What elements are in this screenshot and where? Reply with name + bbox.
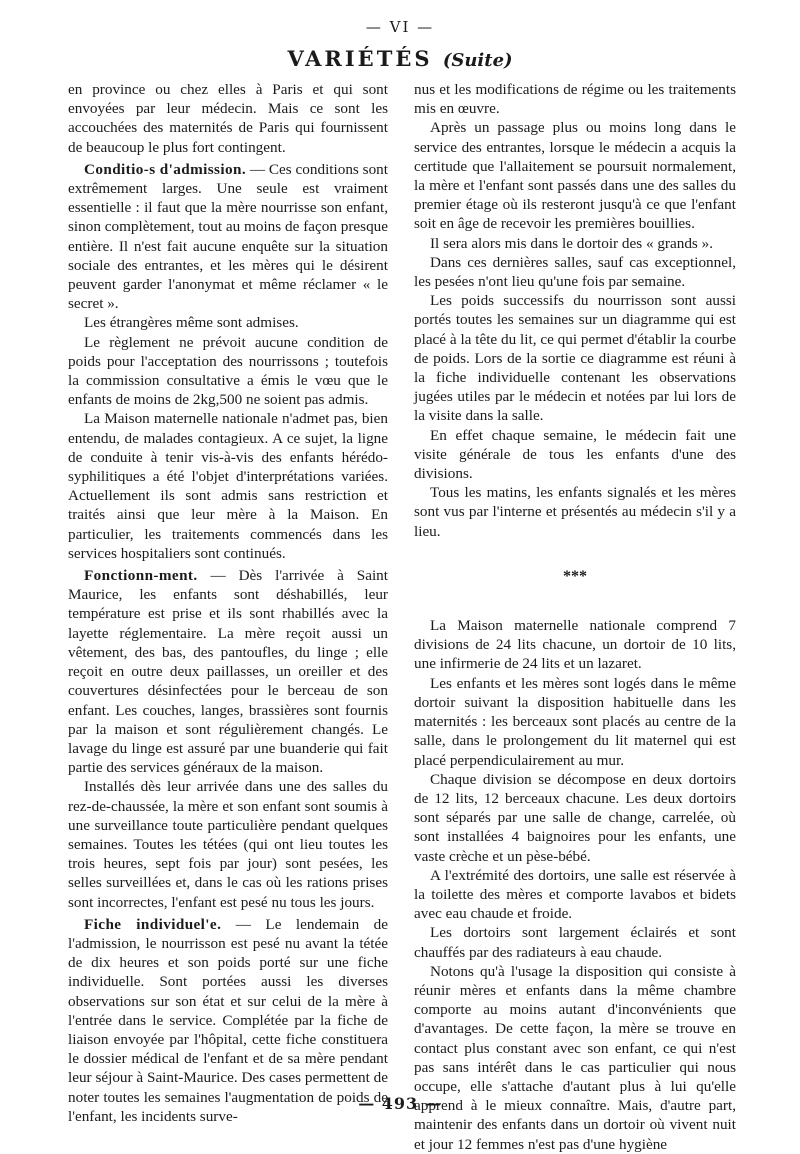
paragraph-text: — Ces conditions sont extrêmement larges. Une seule est vraiment essentielle : il faut que la mère nourrisse son enfant, sinon complètement, tout au moins de façon presque entière. Il n'est fait aucune enquête sur la situation sociale des entrantes, et les mères qui le désirent peuvent garder l'anonymat et même réclamer « le secret ». <box>68 160 388 313</box>
asterism-separator: *** <box>563 567 587 585</box>
paragraph: La Maison maternelle nationale comprend 7 divisions de 24 lits chacune, un dortoir de 10 lits, une infirmerie de 24 lits et un lazaret. <box>414 617 736 673</box>
paragraph: en province ou chez elles à Paris et qui sont envoyées par leur médecin. Mais ce sont les accouchées des maternités de Paris qui fournissent de beaucoup le plus fort contingent. <box>68 81 388 156</box>
paragraph: Il sera alors mis dans le dortoir des « grands ». <box>430 234 714 252</box>
paragraph: La Maison maternelle nationale n'admet pas, bien entendu, de malades contagieux. A ce sujet, la ligne de conduite à tenir vis-à-vis des enfants hérédo-syphilitiques a été l'objet d'interprétations variées. Actuellement ils sont admis sans restriction et traités ainsi que leur mère à la Maison. En particulier, les traitements commencés dans les services hospitaliers sont continués. <box>68 410 388 562</box>
right-column <box>414 80 736 1153</box>
paragraph-text: — Le lendemain de l'admission, le nourrisson est pesé nu avant la tétée de dix heures et son poids porté sur une fiche individuelle. Sont portées aussi les diverses observations sur son état et sur celui de la mère à l'entrée dans le service. Complétée par la fiche de liaison envoyée par l'hôpital, cette fiche constituera le dossier médical de l'enfant et de sa mère pendant leur séjour à Saint-Maurice. Des cases permettent de noter toutes les semaines l'augmentation de poids de l'enfant, les incidents surve- <box>68 915 388 1125</box>
title-suffix: (Suite) <box>442 50 513 71</box>
paragraph <box>68 566 388 777</box>
run-in-heading: Fiche individuel'e. <box>84 915 222 933</box>
title-text: VARIÉTÉS <box>287 46 433 71</box>
section-number: — VI — <box>365 18 435 36</box>
paragraph: A l'extrémité des dortoirs, une salle est réservée à la toilette des mères et comporte lavabos et bidets avec eau chaude et froide. <box>414 866 736 923</box>
run-in-heading: Fonctionn-ment. <box>84 567 198 585</box>
paragraph-text: — Dès l'arrivée à Saint Maurice, les enfants sont déshabillés, leur température est prise et ils sont rhabillés avec la layette réglementaire. La mère reçoit aussi un vêtement, des bas, des pantoufles, du linge ; elle reçoit en outre deux paillasses, un oreiller et des couvertures désinfectées pour le berceau de son enfant. Les couches, langes, brassières sont fournis par la maison et sont régulièrement changés. Le lavage du linge est assuré par une buanderie qui fait partie des services généraux de la maison. <box>68 567 388 777</box>
paragraph: Installés dès leur arrivée dans une des salles du rez-de-chaussée, la mère et son enfant sont soumis à une surveillance toute particulière pendant quelques semaines. Toutes les tétées (qui ont lieu toutes les trois heures, sept fois par jour) sont pesées, les selles surveillées et, dans le cas où les rations prises sont incorrectes, l'enfant est pesé nu tous les jours. <box>68 778 388 911</box>
paragraph: Les dortoirs sont largement éclairés et sont chauffés par des radiateurs à eau chaude. <box>414 924 736 961</box>
paragraph: En effet chaque semaine, le médecin fait une visite générale de tous les enfants d'une des divisions. <box>414 426 736 483</box>
paragraph: Chaque division se décompose en deux dortoirs de 12 lits, 12 berceaux chacune. Les deux dortoirs sont séparés par une salle de change, carrelée, où sont installées 4 baignoires pour les enfants, une vaste crèche et un pèse-bébé. <box>414 770 736 865</box>
paragraph: Les enfants et les mères sont logés dans le même dortoir suivant la disposition habituelle dans les maternités : les berceaux sont placés au centre de la salle, dans le prolongement du lit maternel qui est placé perpendiculairement au mur. <box>414 674 736 769</box>
paragraph: Tous les matins, les enfants signalés et les mères sont vus par l'interne et présentés au médecin s'il y a lieu. <box>414 484 736 540</box>
paragraph: Dans ces dernières salles, sauf cas exceptionnel, les pesées n'ont lieu qu'une fois par semaine. <box>414 253 736 291</box>
paragraph: Les poids successifs du nourrisson sont aussi portés toutes les semaines sur un diagramme qui est placé à la tête du lit, ce qui permet d'établir la courbe de poids. Lors de la sortie ce diagramme est réuni à la fiche individuelle contenant les observations jugées utiles par le médecin et notées par lui lors de la visite dans la salle. <box>414 292 736 425</box>
page-number: — 493 — <box>358 1094 442 1113</box>
paragraph <box>68 160 388 314</box>
paragraph: nus et les modifications de régime ou les traitements mis en œuvre. <box>414 81 736 118</box>
paragraph: Après un passage plus ou moins long dans le service des entrantes, lorsque le médecin a acquis la certitude que l'allaitement se poursuit normalement, la mère et l'enfant sont passés dans une des salles du premier étage où ils resteront jusqu'à ce que l'enfant soit en âge de recevoir les premières bouillies. <box>414 119 736 233</box>
paragraph: Le règlement ne prévoit aucune condition de poids pour l'acceptation des nourrissons ; toutefois la commission consultative a émis le vœu que le enfants de moins de 2kg,500 ne soient pas admis. <box>68 333 388 409</box>
paragraph: Notons qu'à l'usage la disposition qui consiste à réunir mères et enfants dans la même chambre comporte au moins autant d'inconvénients que d'avantages. De cette façon, la mère se trouve en contact plus constant avec son enfant, ce qui n'est pas sans intérêt dans le cas particulier qui nous occupe, elle s'attache d'autant plus à lui qu'elle apprend à le mieux connaître. Mais, d'autre part, maintenir des enfants dans un dortoir où vivent nuit et jour 12 femmes n'est pas d'une hygiène <box>414 962 736 1153</box>
paragraph: Les étrangères même sont admises. <box>84 314 299 332</box>
left-column <box>68 80 388 1125</box>
run-in-heading: Conditio-s d'admission. <box>84 160 247 178</box>
page-title <box>0 46 800 71</box>
